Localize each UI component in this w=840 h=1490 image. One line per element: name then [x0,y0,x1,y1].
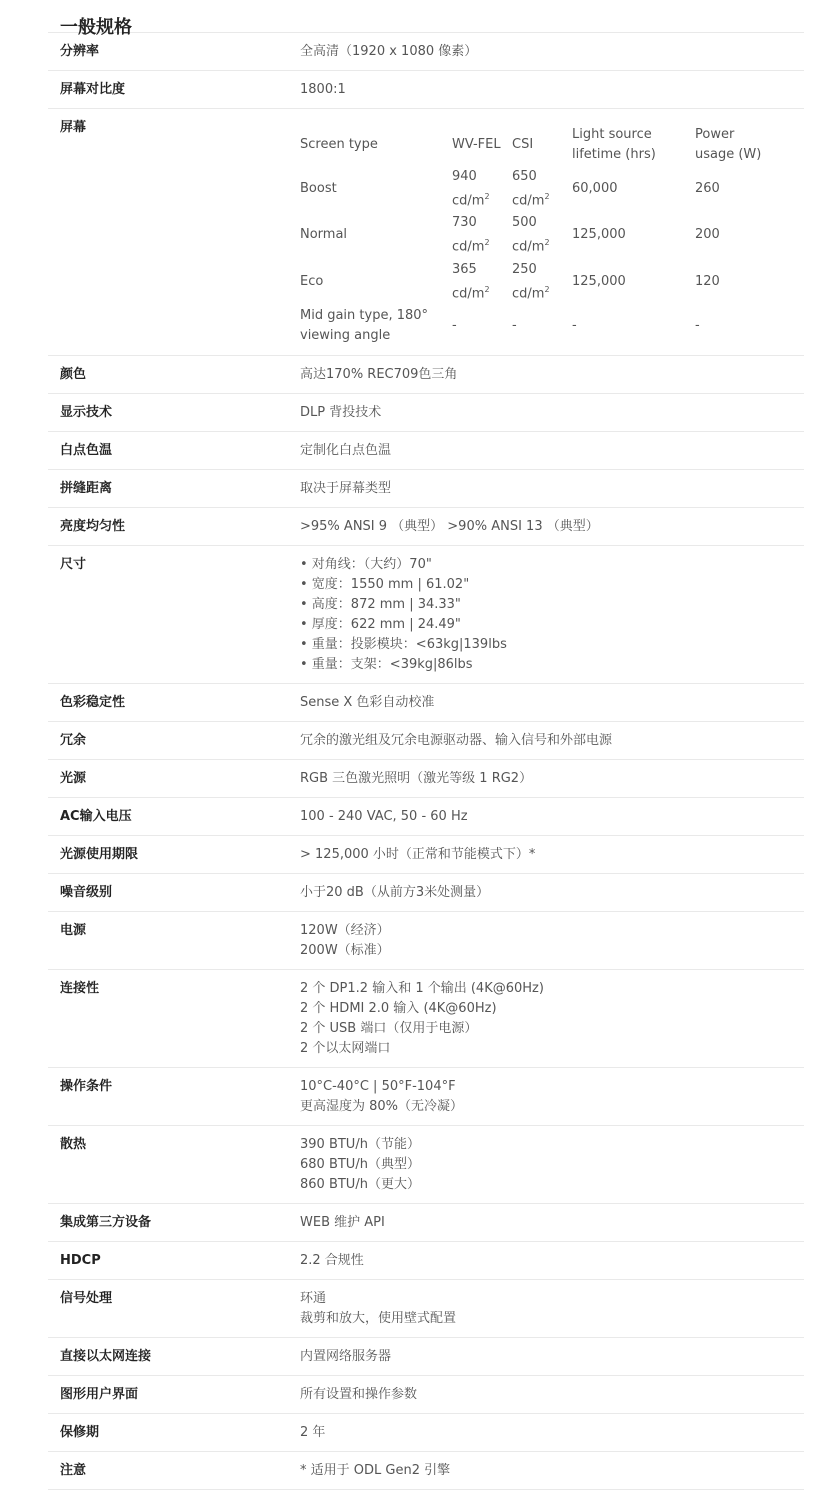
cell-wv-unit: cd/m [452,285,485,301]
dimension-line: • 重量：投影模块：<63kg|139lbs [300,636,507,652]
spec-row-redundancy [48,722,804,760]
screen-table-row-mid-gain [300,305,785,347]
cell-type: Boost [300,181,337,197]
spec-label: 冗余 [60,732,87,748]
spec-label: 光源使用期限 [60,846,139,862]
cell-power: 200 [695,227,720,243]
spec-row-color [48,356,804,394]
spec-row-noise [48,874,804,912]
spec-label: 色彩稳定性 [60,694,126,710]
spec-label: HDCP [60,1252,101,1268]
spec-label: 屏幕 [60,120,87,135]
spec-value: 高达170% REC709色三角 [300,366,458,382]
cell-lifetime: 125,000 [572,227,626,243]
spec-value [300,555,804,675]
cell-type-line1: Mid gain type, 180° [300,307,429,323]
spec-value: RGB 三色激光照明（激光等级 1 RG2） [300,770,533,786]
spec-label: 集成第三方设备 [60,1214,152,1230]
spec-value [300,1289,804,1329]
spec-label: 操作条件 [60,1078,113,1094]
spec-value [300,921,804,961]
connectivity-line: 2 个以太网端口 [300,1040,391,1056]
spec-row-heat [48,1126,804,1204]
spec-label: 直接以太网连接 [60,1348,152,1364]
spec-value: WEB 维护 API [300,1214,385,1230]
unit-sup: 2 [484,284,490,294]
spec-row-third-party [48,1204,804,1242]
spec-label: 散热 [60,1136,87,1152]
spec-label: 图形用户界面 [60,1386,139,1402]
spec-value: * 适用于 ODL Gen2 引擎 [300,1462,451,1478]
cell-csi [512,166,572,212]
spec-value: >95% ANSI 9 （典型） >90% ANSI 13 （典型） [300,518,599,534]
cell-type [300,305,452,347]
spec-value [300,1077,804,1117]
cell-type: Eco [300,273,324,289]
cell-wv [452,166,512,212]
spec-value: 1800:1 [300,82,346,97]
spec-label: 电源 [60,922,87,938]
cell-wv-unit: cd/m [452,239,485,255]
signal-line: 环通 [300,1290,327,1306]
spec-value [300,1135,804,1195]
spec-label: 尺寸 [60,556,87,572]
spec-row-gui [48,1376,804,1414]
spec-label: 分辨率 [60,44,100,59]
spec-value: 2.2 合规性 [300,1252,364,1268]
screen-table-row-normal [300,212,785,258]
spec-row-hdcp [48,1242,804,1280]
cell-csi-unit: cd/m [512,285,545,301]
unit-sup: 2 [544,192,550,201]
spec-value: 冗余的激光组及冗余电源驱动器、输入信号和外部电源 [300,732,613,748]
cell-type-line2: viewing angle [300,327,391,343]
spec-row-resolution [48,32,804,71]
spec-row-note [48,1452,804,1490]
spec-row-color-stability [48,684,804,722]
header-screen-type: Screen type [300,137,378,152]
dimension-line: • 高度：872 mm | 34.33" [300,596,461,612]
operating-line: 更高湿度为 80%（无冷凝） [300,1098,464,1114]
spec-label: 白点色温 [60,442,113,458]
unit-sup: 2 [544,284,550,294]
screen-table-header [300,124,785,166]
cell-csi-unit: cd/m [512,239,545,255]
spec-value: > 125,000 小时（正常和节能模式下）* [300,846,536,862]
connectivity-line: 2 个 DP1.2 输入和 1 个输出 (4K@60Hz) [300,980,544,996]
spec-row-connectivity [48,970,804,1068]
spec-row-light-source [48,760,804,798]
cell-wv [452,212,512,258]
spec-row-display-tech [48,394,804,432]
dimension-line: • 重量：支架：<39kg|86lbs [300,656,473,672]
spec-label: 保修期 [60,1424,100,1440]
operating-line: 10°C-40°C | 50°F-104°F [300,1078,456,1094]
power-line: 200W（标准） [300,942,390,958]
spec-row-uniformity [48,508,804,546]
spec-value: 小于20 dB（从前方3米处测量） [300,884,490,900]
spec-row-operating [48,1068,804,1126]
spec-row-dimensions [48,546,804,684]
cell-power: - [695,317,700,333]
spec-value: DLP 背投技术 [300,404,382,420]
heat-line: 860 BTU/h（更大） [300,1176,420,1192]
spec-value: 所有设置和操作参数 [300,1386,418,1402]
signal-line: 裁剪和放大，使用壁式配置 [300,1310,457,1326]
cell-wv-num: 940 [452,169,477,184]
header-lifetime [572,124,695,166]
connectivity-line: 2 个 USB 端口（仅用于电源） [300,1020,478,1036]
spec-value [300,979,804,1059]
cell-wv-num: 730 [452,215,477,231]
cell-power: 260 [695,181,720,197]
screen-type-table [300,124,785,347]
section-title: 一般规格 [60,17,132,38]
unit-sup: 2 [484,192,490,201]
spec-label: 噪音级别 [60,884,113,900]
spec-row-ethernet [48,1338,804,1376]
dimension-line: • 厚度：622 mm | 24.49" [300,616,461,632]
header-lifetime-line1: Light source [572,127,652,142]
cell-csi-num: 500 [512,215,537,231]
spec-row-screen [48,109,804,356]
dimension-line: • 对角线：（大约）70" [300,556,432,572]
spec-value [300,118,804,347]
spec-row-white-point [48,432,804,470]
cell-type: Normal [300,227,348,243]
header-power-line2: usage (W) [695,147,762,162]
header-power [695,124,785,166]
connectivity-line: 2 个 HDMI 2.0 输入 (4K@60Hz) [300,1000,497,1016]
header-lifetime-line2: lifetime (hrs) [572,147,656,162]
spec-value: 定制化白点色温 [300,442,392,458]
spec-row-signal [48,1280,804,1338]
spec-label: 光源 [60,770,87,786]
spec-row-power [48,912,804,970]
spec-label: 拼缝距离 [60,480,113,496]
spec-value: Sense X 色彩自动校准 [300,694,435,710]
cell-wv-num: 365 [452,261,477,277]
screen-table-row-boost [300,166,785,212]
spec-row-lifetime [48,836,804,874]
cell-lifetime: 60,000 [572,181,618,197]
unit-sup: 2 [484,238,490,248]
spec-row-warranty [48,1414,804,1452]
spec-value: 取决于屏幕类型 [300,480,392,496]
heat-line: 680 BTU/h（典型） [300,1156,420,1172]
spec-label: AC输入电压 [60,808,132,824]
spec-label: 显示技术 [60,404,113,420]
spec-value: 全高清（1920 x 1080 像素） [300,44,478,59]
spec-value: 100 - 240 VAC, 50 - 60 Hz [300,808,468,824]
cell-csi: - [512,317,517,333]
cell-csi [512,212,572,258]
spec-row-contrast [48,71,804,109]
cell-wv [452,259,512,305]
cell-wv: - [452,317,457,333]
cell-wv-unit: cd/m [452,193,485,209]
spec-label: 颜色 [60,366,87,382]
cell-csi-num: 650 [512,169,537,184]
spec-label: 注意 [60,1462,87,1478]
cell-csi [512,259,572,305]
header-wv-fel: WV-FEL [452,137,501,152]
spec-label: 亮度均匀性 [60,518,126,534]
cell-csi-unit: cd/m [512,193,545,209]
spec-label: 信号处理 [60,1290,113,1306]
unit-sup: 2 [544,238,550,248]
spec-label: 连接性 [60,980,100,996]
spec-row-seam [48,470,804,508]
power-line: 120W（经济） [300,922,390,938]
cell-lifetime: - [572,317,577,333]
spec-value: 内置网络服务器 [300,1348,392,1364]
header-power-line1: Power [695,127,735,142]
spec-row-ac-input [48,798,804,836]
dimension-line: • 宽度：1550 mm | 61.02" [300,576,470,592]
cell-lifetime: 125,000 [572,273,626,289]
cell-power: 120 [695,273,720,289]
cell-csi-num: 250 [512,261,537,277]
screen-table-row-eco [300,259,785,305]
spec-label: 屏幕对比度 [60,82,126,97]
header-csi: CSI [512,137,534,152]
heat-line: 390 BTU/h（节能） [300,1136,420,1152]
spec-value: 2 年 [300,1424,326,1440]
